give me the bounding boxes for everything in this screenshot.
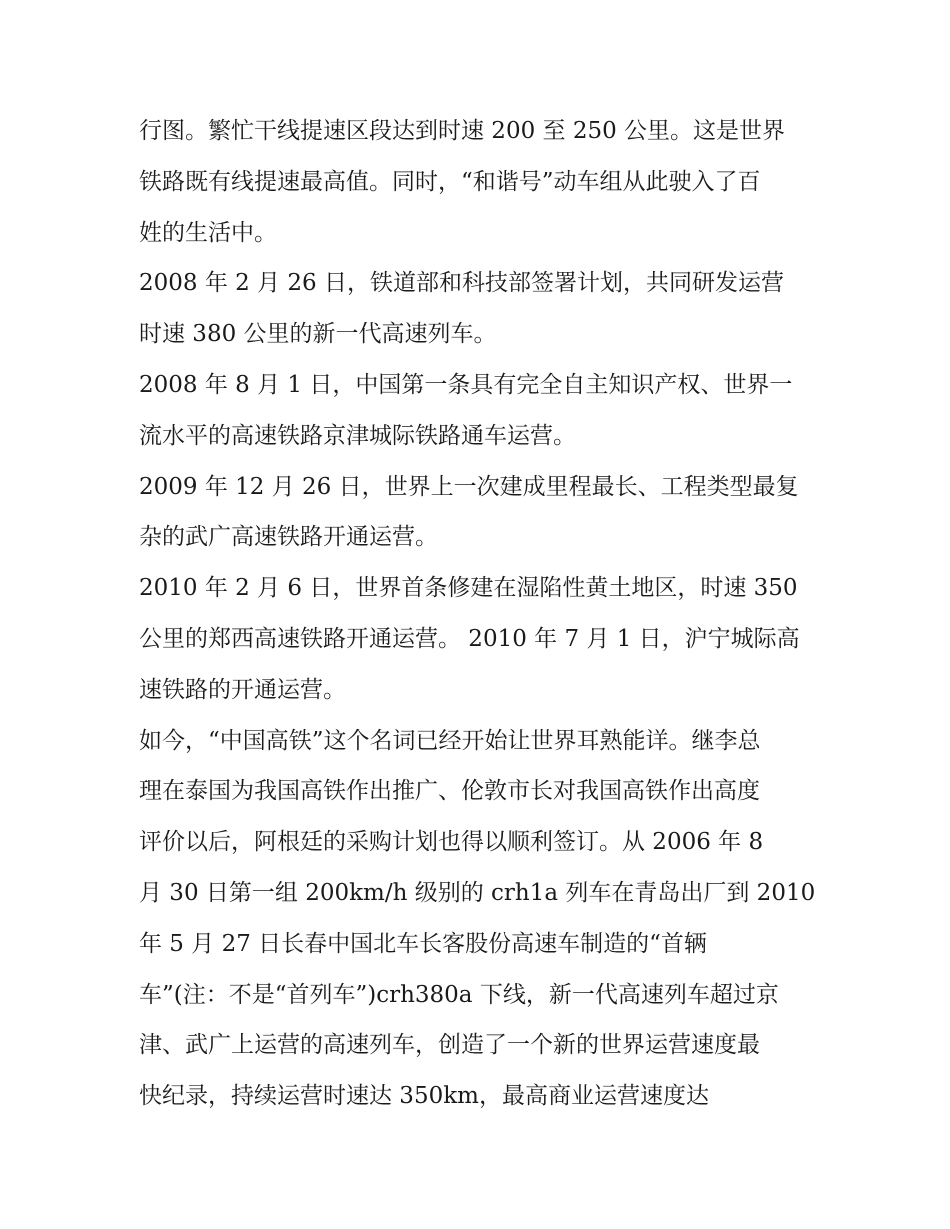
text-line: 评价以后，阿根廷的采购计划也得以顺利签订。从 2006 年 8	[139, 829, 764, 856]
text-line: 速铁路的开通运营。	[139, 676, 346, 703]
text-line: 公里的郑西高速铁路开通运营。 2010 年 7 月 1 日，沪宁城际高	[139, 625, 800, 652]
text-line: 理在泰国为我国高铁作出推广、伦敦市长对我国高铁作出高度	[139, 778, 760, 805]
text-line: 时速 380 公里的新一代高速列车。	[139, 321, 497, 348]
text-line: 如今，“中国高铁”这个名词已经开始让世界耳熟能详。继李总	[139, 727, 761, 754]
text-line: 2008 年 2 月 26 日，铁道部和科技部签署计划，共同研发运营	[139, 270, 784, 297]
text-line: 津、武广上运营的高速列车，创造了一个新的世界运营速度最	[139, 1032, 760, 1059]
text-line: 流水平的高速铁路京津城际铁路通车运营。	[139, 422, 576, 449]
text-line: 行图。繁忙干线提速区段达到时速 200 至 250 公里。这是世界	[139, 118, 786, 144]
text-line: 杂的武广高速铁路开通运营。	[139, 524, 438, 551]
text-line: 2010 年 2 月 6 日，世界首条修建在湿陷性黄土地区，时速 350	[139, 575, 798, 602]
body-text	[139, 106, 819, 1122]
text-line: 月 30 日第一组 200km/h 级别的 crh1a 列车在青岛出厂到 2010	[139, 879, 816, 906]
text-line: 2009 年 12 月 26 日，世界上一次建成里程最长、工程类型最复	[139, 473, 799, 500]
text-line: 姓的生活中。	[139, 219, 277, 246]
text-line: 2008 年 8 月 1 日，中国第一条具有完全自主知识产权、世界一	[139, 371, 793, 398]
text-line: 快纪录，持续运营时速达 350km，最高商业运营速度达	[139, 1083, 709, 1110]
text-line: 年 5 月 27 日长春中国北车长客股份高速车制造的“首辆	[139, 930, 707, 957]
text-line: 铁路既有线提速最高值。同时，“和谐号”动车组从此驶入了百	[139, 168, 761, 195]
text-line: 车”(注：不是“首列车”)crh380a 下线，新一代高速列车超过京	[139, 981, 779, 1008]
